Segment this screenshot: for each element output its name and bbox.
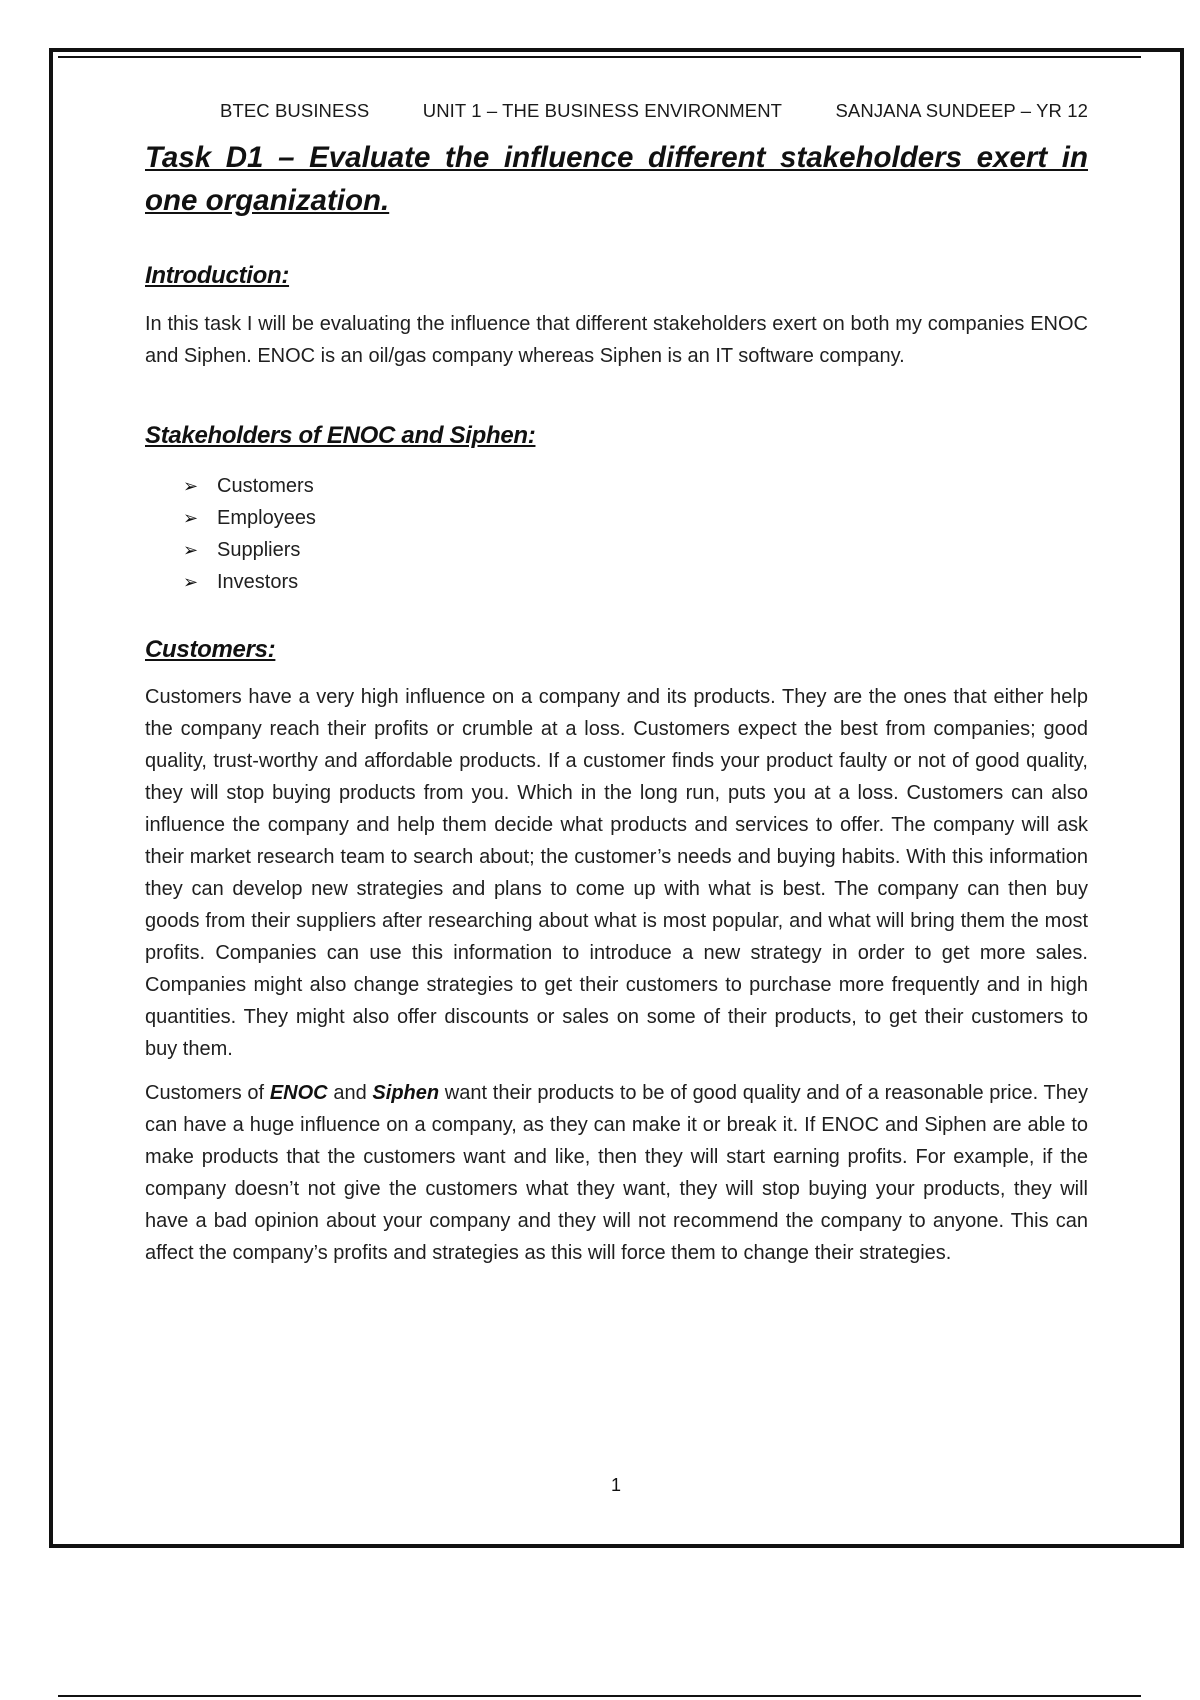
top-rule xyxy=(58,56,1141,58)
paragraph-text: and xyxy=(327,1082,373,1104)
customers-paragraph-1: Customers have a very high influence on a company and its products. They are the ones that either help the company reach their profits or crumble at a loss. Customers expect the best from companies; good quality, trust-worthy and affordable products. If a customer finds your product faulty or not of good quality, they will stop buying products from you. Which in the long run, puts you at a loss. Customers can also influence the company and help them decide what products and services to offer. The company will ask their market research team to search about; the customer’s needs and buying habits. With this information they can develop new strategies and plans to come up with what is best. The company can then buy goods from their suppliers after researching about what is most popular, and what will bring them the most profits. Companies can use this information to introduce a new strategy in order to get more sales. Companies might also change strategies to get their customers to purchase more frequently and in high quantities. They might also offer discounts or sales on some of their products, to get their customers to buy them. xyxy=(145,686,1088,1060)
header-course: BTEC BUSINESS xyxy=(220,100,370,121)
list-item xyxy=(183,470,1088,502)
company-name-siphen: Siphen xyxy=(372,1082,440,1104)
task-title: Task D1 – Evaluate the influence different stakeholders exert in one organization. xyxy=(145,141,1088,217)
customers-heading: Customers: xyxy=(145,636,276,663)
header-unit: UNIT 1 – THE BUSINESS ENVIRONMENT xyxy=(422,100,783,121)
header-author: SANJANA SUNDEEP – YR 12 xyxy=(835,100,1088,121)
introduction-paragraph: In this task I will be evaluating the influence that different stakeholders exert on both my companies ENOC and Siphen. ENOC is an oil/gas company whereas Siphen is an IT software company. xyxy=(145,313,1088,367)
arrow-bullet-icon: ➢ xyxy=(183,540,199,560)
introduction-heading: Introduction: xyxy=(145,262,290,289)
page-number: 1 xyxy=(610,1475,621,1495)
list-item-label: Investors xyxy=(217,571,299,593)
list-item xyxy=(183,502,1088,534)
list-item xyxy=(183,566,1088,598)
paragraph-text: want their products to be of good quality and of a reasonable price. They can have a huge influence on a company, as they can make it or break it. If ENOC and Siphen are able to make products that the customers want and like, then they will start earning profits. For example, if the company doesn’t not give the customers what they want, they will stop buying your products, they will have a bad opinion about your company and they will not recommend the company to anyone. This can affect the company’s profits and strategies as this will force them to change their strategies. xyxy=(145,1082,1089,1264)
paragraph-text: Customers of xyxy=(145,1082,270,1104)
list-item xyxy=(183,534,1088,566)
arrow-bullet-icon: ➢ xyxy=(183,572,199,592)
next-page-top-rule xyxy=(58,1695,1141,1697)
stakeholders-heading: Stakeholders of ENOC and Siphen: xyxy=(145,422,536,449)
page-header xyxy=(145,100,1088,122)
list-item-label: Employees xyxy=(217,507,316,529)
company-name-enoc: ENOC xyxy=(269,1082,328,1104)
customers-paragraph-2 xyxy=(145,1077,1088,1269)
document-content xyxy=(145,96,1088,1269)
arrow-bullet-icon: ➢ xyxy=(183,508,199,528)
stakeholders-list xyxy=(145,470,1088,598)
list-item-label: Suppliers xyxy=(217,539,301,561)
arrow-bullet-icon: ➢ xyxy=(183,476,199,496)
list-item-label: Customers xyxy=(217,475,314,497)
